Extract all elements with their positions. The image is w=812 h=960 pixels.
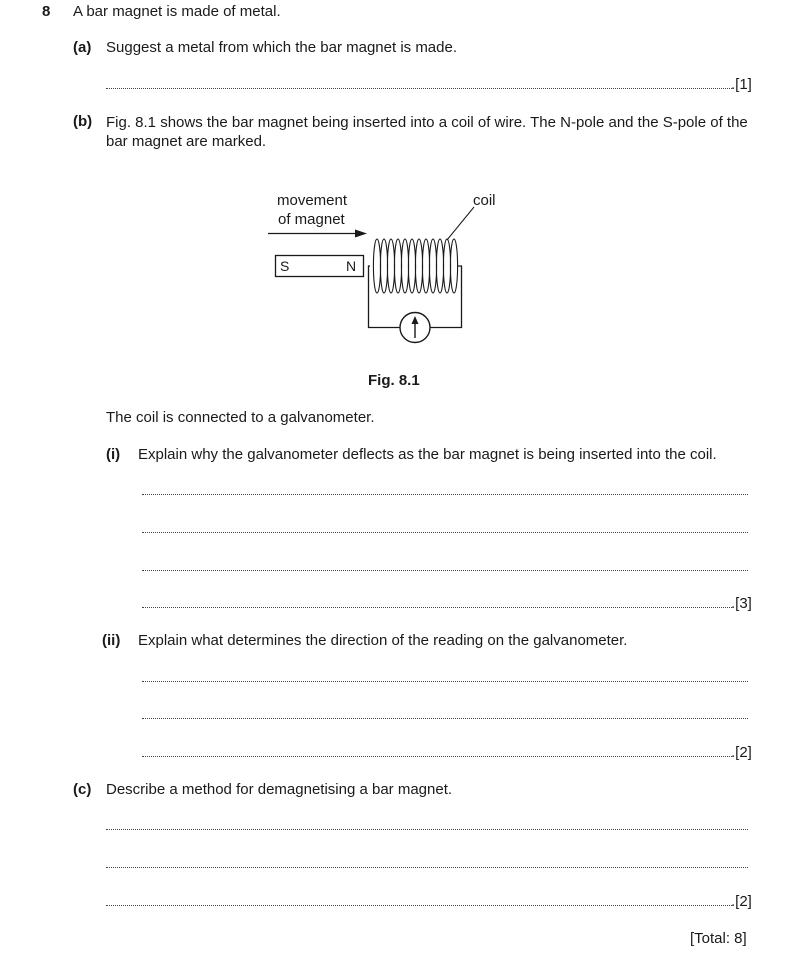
answer-line-b-i-1[interactable] [142, 494, 748, 495]
part-b-i-marks: .[3] [731, 595, 752, 612]
part-b-i-text: Explain why the galvanometer deflects as the bar magnet is being inserted into the coil. [138, 446, 717, 463]
answer-line-b-i-3[interactable] [142, 570, 748, 571]
answer-line-b-ii-1[interactable] [142, 681, 748, 682]
coil-leader-line [447, 207, 474, 240]
coil-label: coil [473, 192, 496, 209]
s-pole-label: S [280, 258, 290, 274]
answer-line-c-1[interactable] [106, 829, 748, 830]
question-stem: A bar magnet is made of metal. [73, 3, 281, 20]
part-b-ii-marks: .[2] [731, 744, 752, 761]
answer-line-b-ii-2[interactable] [142, 718, 748, 719]
connection-text: The coil is connected to a galvanometer. [106, 409, 375, 426]
part-c-label: (c) [73, 781, 92, 798]
part-b-i-label: (i) [106, 446, 121, 463]
question-number: 8 [42, 3, 51, 20]
total-marks: [Total: 8] [690, 930, 747, 947]
coil-loops [373, 239, 457, 293]
movement-label-line2: of magnet [278, 211, 345, 228]
part-b-text: Fig. 8.1 shows the bar magnet being inserted into a coil of wire. The N-pole and the S-pole of the bar magnet are marked. [106, 114, 748, 150]
galvanometer [400, 313, 430, 343]
part-c-text: Describe a method for demagnetising a bar magnet. [106, 781, 453, 798]
part-a-label: (a) [73, 39, 92, 56]
magnet-coil-diagram [0, 0, 812, 360]
part-a-marks: .[1] [731, 76, 752, 93]
part-b-ii-text: Explain what determines the direction of the reading on the galvanometer. [138, 632, 628, 649]
part-b-label: (b) [73, 113, 93, 130]
answer-line-b-ii-3[interactable] [142, 756, 732, 757]
movement-label-line1: movement [277, 192, 348, 209]
answer-line-c-2[interactable] [106, 867, 748, 868]
part-c-marks: .[2] [731, 893, 752, 910]
part-b-ii-label: (ii) [102, 632, 121, 649]
answer-line-b-i-4[interactable] [142, 607, 732, 608]
figure-caption: Fig. 8.1 [368, 372, 420, 389]
n-pole-label: N [346, 258, 357, 274]
movement-arrow [268, 230, 367, 238]
part-a-text: Suggest a metal from which the bar magnet is made. [106, 39, 458, 56]
answer-line-c-3[interactable] [106, 905, 732, 906]
answer-line-b-i-2[interactable] [142, 532, 748, 533]
